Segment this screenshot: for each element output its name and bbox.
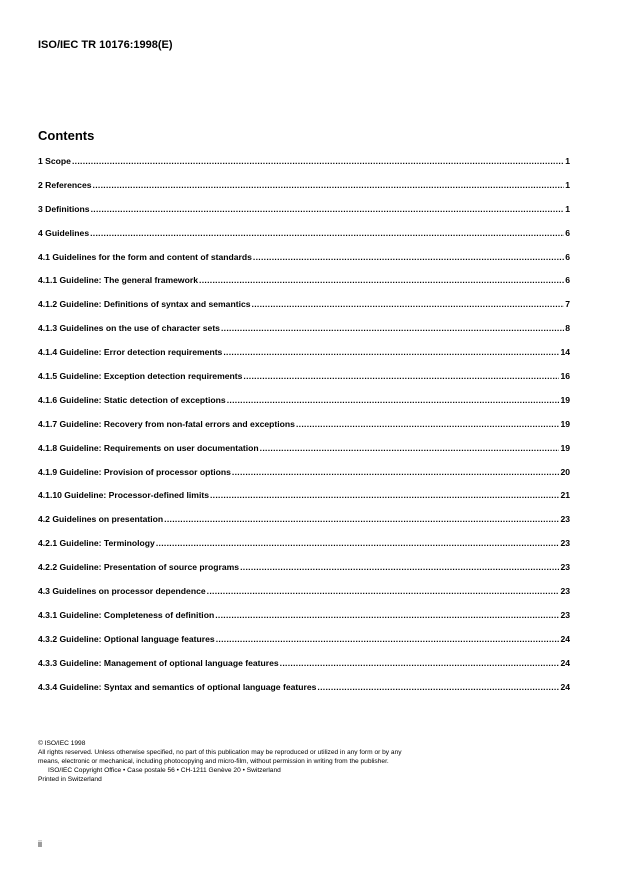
toc-entry[interactable] — [38, 467, 570, 491]
toc-entry-title: 4.1.3 Guidelines on the use of character sets — [38, 323, 220, 334]
toc-entry-page: 24 — [560, 681, 570, 692]
table-of-contents — [38, 156, 570, 705]
toc-entry-title: 2 References — [38, 179, 92, 190]
toc-entry[interactable] — [38, 658, 570, 682]
toc-entry-title: 4.1.1 Guideline: The general framework — [38, 275, 198, 286]
toc-entry-title: 4.1.4 Guideline: Error detection requirements — [38, 347, 223, 358]
toc-dot-leader — [221, 323, 564, 333]
toc-entry-page: 19 — [560, 418, 570, 429]
toc-entry-title: 4.1.6 Guideline: Static detection of exceptions — [38, 394, 226, 405]
toc-entry[interactable] — [38, 299, 570, 323]
toc-entry-page: 23 — [560, 514, 570, 525]
toc-entry-title: 4.3.3 Guideline: Management of optional language features — [38, 657, 279, 668]
toc-dot-leader — [296, 419, 560, 429]
toc-entry-page: 23 — [560, 586, 570, 597]
toc-dot-leader — [240, 562, 559, 572]
toc-entry-title: 4 Guidelines — [38, 227, 90, 238]
toc-entry-page: 23 — [560, 609, 570, 620]
toc-dot-leader — [91, 204, 565, 214]
page-number: ii — [38, 839, 42, 849]
toc-entry-page: 24 — [560, 657, 570, 668]
toc-dot-leader — [199, 275, 564, 285]
toc-entry[interactable] — [38, 180, 570, 204]
toc-entry[interactable] — [38, 419, 570, 443]
toc-dot-leader — [260, 443, 560, 453]
copyright-office: ISO/IEC Copyright Office • Case postale 56 • CH-1211 Genève 20 • Switzerland — [48, 767, 281, 774]
toc-entry-page: 23 — [560, 538, 570, 549]
toc-dot-leader — [210, 490, 559, 500]
toc-dot-leader — [252, 299, 565, 309]
toc-entry[interactable] — [38, 204, 570, 228]
toc-entry[interactable] — [38, 347, 570, 371]
toc-dot-leader — [317, 682, 559, 692]
toc-entry-title: 4.3.1 Guideline: Completeness of definition — [38, 609, 215, 620]
toc-entry-page: 6 — [565, 227, 570, 238]
toc-dot-leader — [216, 634, 560, 644]
toc-entry[interactable] — [38, 682, 570, 706]
toc-dot-leader — [232, 467, 560, 477]
toc-dot-leader — [253, 252, 564, 262]
toc-entry-title: 4.1.7 Guideline: Recovery from non-fatal errors and exceptions — [38, 418, 295, 429]
toc-entry-page: 19 — [560, 394, 570, 405]
toc-entry-page: 1 — [565, 203, 570, 214]
toc-entry-title: 4.2.1 Guideline: Terminology — [38, 538, 155, 549]
toc-dot-leader — [90, 228, 564, 238]
toc-entry-title: 4.3 Guidelines on processor dependence — [38, 586, 206, 597]
toc-entry-page: 1 — [565, 156, 570, 166]
toc-entry[interactable] — [38, 252, 570, 276]
toc-entry-title: 4.3.4 Guideline: Syntax and semantics of optional language features — [38, 681, 317, 692]
contents-title: Contents — [38, 128, 95, 143]
toc-dot-leader — [227, 395, 560, 405]
toc-entry[interactable] — [38, 586, 570, 610]
toc-entry[interactable] — [38, 634, 570, 658]
toc-entry[interactable] — [38, 371, 570, 395]
toc-entry-title: 4.1.10 Guideline: Processor-defined limits — [38, 490, 209, 501]
toc-entry-page: 16 — [560, 371, 570, 382]
toc-entry[interactable] — [38, 490, 570, 514]
toc-entry-page: 23 — [560, 562, 570, 573]
document-header: ISO/IEC TR 10176:1998(E) — [38, 39, 173, 51]
toc-entry-page: 14 — [560, 347, 570, 358]
toc-entry-title: 4.1.5 Guideline: Exception detection requirements — [38, 371, 243, 382]
toc-entry[interactable] — [38, 395, 570, 419]
copyright-line: © ISO/IEC 1998 — [38, 740, 86, 747]
toc-entry[interactable] — [38, 610, 570, 634]
toc-entry-page: 6 — [565, 251, 570, 262]
toc-entry[interactable] — [38, 156, 570, 180]
toc-entry-title: 4.1.2 Guideline: Definitions of syntax and semantics — [38, 299, 251, 310]
toc-entry[interactable] — [38, 514, 570, 538]
toc-entry-title: 4.2.2 Guideline: Presentation of source programs — [38, 562, 240, 573]
toc-entry-title: 4.2 Guidelines on presentation — [38, 514, 164, 525]
toc-entry-title: 4.1.8 Guideline: Requirements on user documentation — [38, 442, 259, 453]
toc-dot-leader — [207, 586, 560, 596]
toc-entry-page: 24 — [560, 633, 570, 644]
toc-entry-page: 21 — [560, 490, 570, 501]
toc-dot-leader — [164, 514, 559, 524]
toc-entry-page: 6 — [565, 275, 570, 286]
toc-entry-page: 20 — [560, 466, 570, 477]
toc-entry-page: 1 — [565, 179, 570, 190]
printed-in: Printed in Switzerland — [38, 776, 102, 783]
toc-dot-leader — [280, 658, 560, 668]
toc-entry-title: 4.1 Guidelines for the form and content of standards — [38, 251, 252, 262]
toc-dot-leader — [215, 610, 559, 620]
toc-entry[interactable] — [38, 275, 570, 299]
toc-entry-title: 3 Definitions — [38, 203, 90, 214]
toc-entry[interactable] — [38, 538, 570, 562]
toc-entry[interactable] — [38, 562, 570, 586]
toc-dot-leader — [243, 371, 559, 381]
toc-entry-page: 19 — [560, 442, 570, 453]
toc-dot-leader — [93, 180, 565, 190]
toc-dot-leader — [72, 156, 564, 166]
toc-entry[interactable] — [38, 323, 570, 347]
toc-entry-title: 4.3.2 Guideline: Optional language features — [38, 633, 215, 644]
toc-entry-title: 4.1.9 Guideline: Provision of processor options — [38, 466, 231, 477]
copyright-notice — [38, 739, 418, 784]
toc-dot-leader — [223, 347, 559, 357]
copyright-rights: All rights reserved. Unless otherwise specified, no part of this publication may be reproduced or utilized in any form or by any means, electronic or mechanical, including photocopying and micro-film, without permission in writing from the publisher. — [38, 749, 402, 765]
toc-entry-page: 8 — [565, 323, 570, 334]
toc-dot-leader — [156, 538, 560, 548]
toc-entry[interactable] — [38, 228, 570, 252]
toc-entry[interactable] — [38, 443, 570, 467]
toc-entry-page: 7 — [565, 299, 570, 310]
toc-entry-title: 1 Scope — [38, 156, 71, 166]
